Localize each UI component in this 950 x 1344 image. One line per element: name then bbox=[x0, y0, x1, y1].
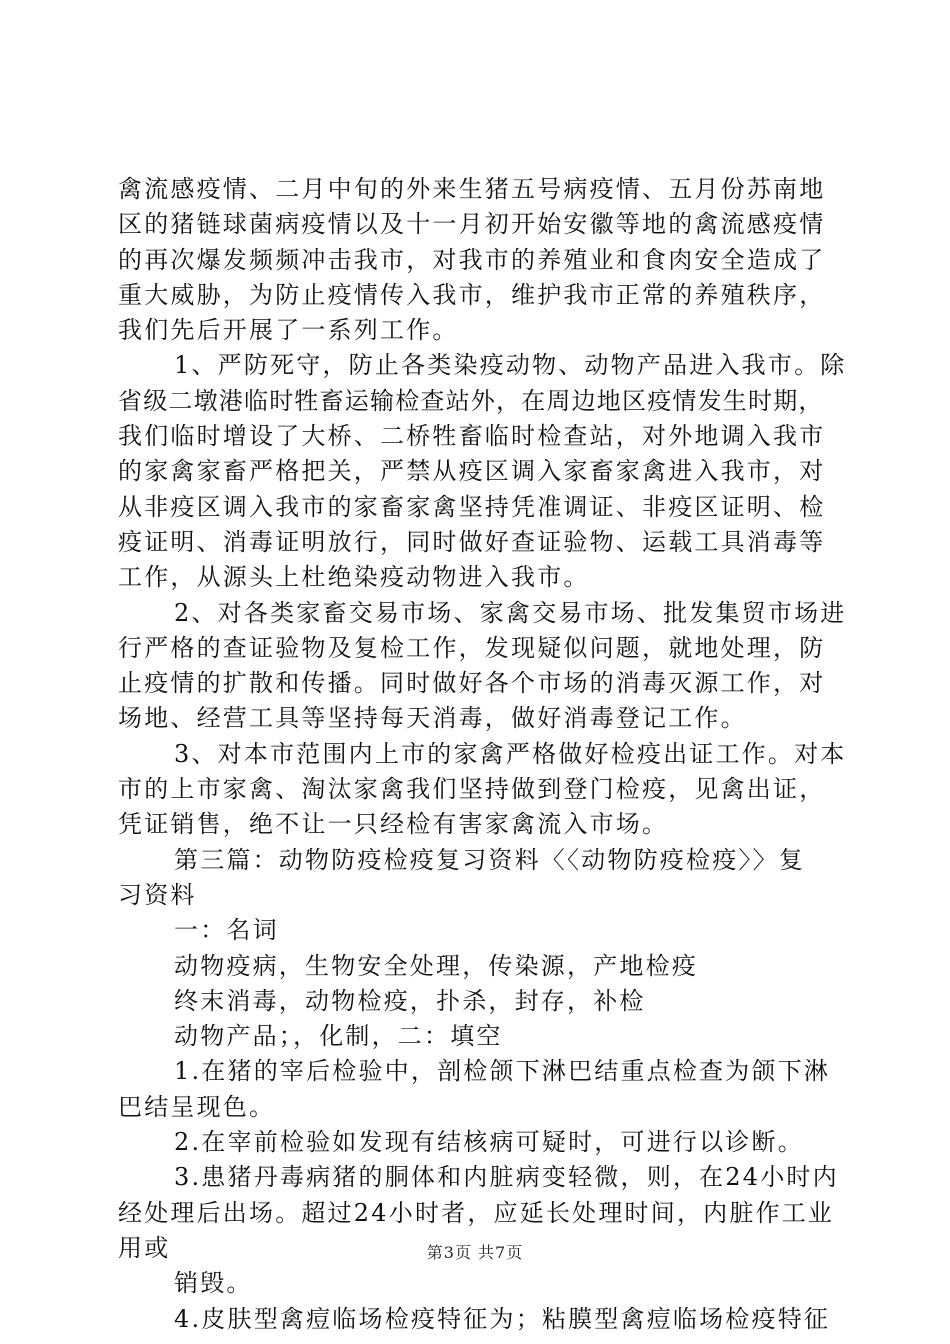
text-line: 止疫情的扩散和传播。同时做好各个市场的消毒灭源工作，对 bbox=[118, 669, 826, 698]
section-heading-line: 第三篇：动物防疫检疫复习资料〈〈动物防疫检疫〉〉复 bbox=[174, 845, 805, 874]
text-line: 我们临时增设了大桥、二桥牲畜临时检查站，对外地调入我市 bbox=[118, 422, 826, 451]
text-line: 场地、经营工具等坚持每天消毒，做好消毒登记工作。 bbox=[118, 704, 747, 733]
text-line: 凭证销售，绝不让一只经检有害家禽流入市场。 bbox=[118, 810, 669, 839]
text-line: 从非疫区调入我市的家畜家禽坚持凭准调证、非疫区证明、检 bbox=[118, 492, 826, 521]
question-line: 2.在宰前检验如发现有结核病可疑时，可进行以诊断。 bbox=[174, 1128, 804, 1157]
text-line: 的再次爆发频频冲击我市，对我市的养殖业和食肉安全造成了 bbox=[118, 245, 826, 274]
text-line: 巴结呈现色。 bbox=[118, 1092, 276, 1121]
text-line: 的家禽家畜严格把关，严禁从疫区调入家畜家禽进入我市，对 bbox=[118, 457, 826, 486]
paragraph-start-line: 3、对本市范围内上市的家禽严格做好检疫出证工作。对本 bbox=[174, 739, 847, 768]
text-line: 工作，从源头上杜绝染疫动物进入我市。 bbox=[118, 563, 590, 592]
text-line: 一：名词 bbox=[174, 916, 279, 945]
text-line: 疫证明、消毒证明放行，同时做好查证验物、运载工具消毒等 bbox=[118, 527, 826, 556]
paragraph-start-line: 2、对各类家畜交易市场、家禽交易市场、批发集贸市场进 bbox=[174, 598, 847, 627]
text-line: 区的猪链球菌病疫情以及十一月初开始安徽等地的禽流感疫情 bbox=[118, 210, 826, 239]
text-line: 经处理后出场。超过24小时者，应延长处理时间，内脏作工业 bbox=[118, 1198, 835, 1227]
text-line: 重大威胁，为防止疫情传入我市，维护我市正常的养殖秩序， bbox=[118, 280, 826, 309]
page-number-footer: 第3页 共7页 bbox=[426, 1243, 524, 1262]
text-line: 行严格的查证验物及复检工作，发现疑似问题，就地处理，防 bbox=[118, 633, 826, 662]
text-line: 省级二墩港临时牲畜运输检查站外，在周边地区疫情发生时期， bbox=[118, 386, 824, 415]
question-line: 3.患猪丹毒病猪的胴体和内脏病变轻微，则，在24小时内 bbox=[174, 1163, 839, 1192]
text-line: 终末消毒，动物检疫，扑杀，封存，补检 bbox=[174, 986, 646, 1015]
text-line: 习资料 bbox=[118, 880, 197, 909]
text-line: 用或 bbox=[118, 1233, 171, 1262]
document-body bbox=[118, 172, 847, 1337]
text-line: 我们先后开展了一系列工作。 bbox=[118, 316, 459, 345]
question-line: 4.皮肤型禽痘临场检疫特征为；粘膜型禽痘临场检疫特征 bbox=[174, 1304, 831, 1333]
paragraph-start-line: 1、严防死守，防止各类染疫动物、动物产品进入我市。除 bbox=[174, 351, 847, 380]
text-line: 销毁。 bbox=[174, 1269, 253, 1298]
text-line: 动物产品；，化制，二：填空 bbox=[174, 1022, 503, 1051]
text-line: 禽流感疫情、二月中旬的外来生猪五号病疫情、五月份苏南地 bbox=[118, 175, 826, 203]
question-line: 1.在猪的宰后检验中，剖检颌下淋巴结重点检查为颌下淋 bbox=[174, 1057, 831, 1086]
text-line: 市的上市家禽、淘汰家禽我们坚持做到登门检疫，见禽出证， bbox=[118, 775, 826, 804]
text-line: 动物疫病，生物安全处理，传染源，产地检疫 bbox=[174, 951, 698, 980]
